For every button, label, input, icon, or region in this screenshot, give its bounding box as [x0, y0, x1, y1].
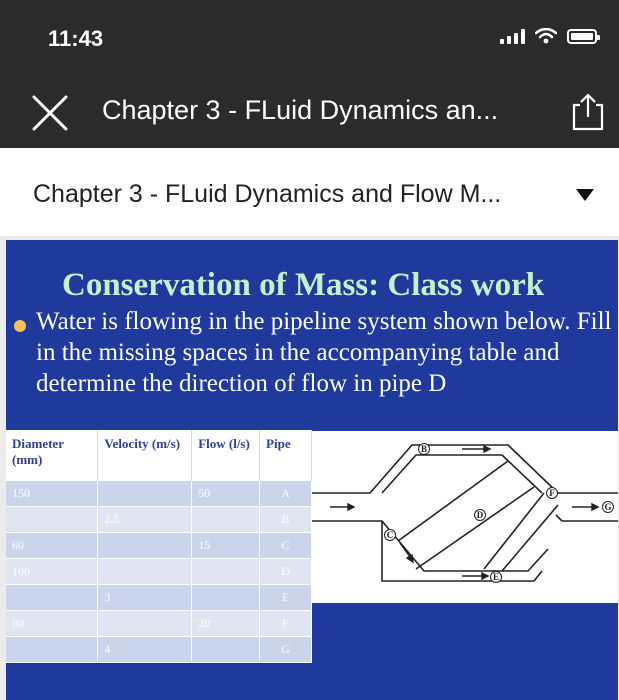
table-cell [6, 585, 98, 611]
table-cell: 60 [6, 533, 98, 559]
table-cell [192, 559, 260, 585]
table-row [6, 611, 312, 637]
wifi-icon [535, 28, 557, 44]
column-header: Diameter (mm) [6, 430, 98, 481]
table-cell: 80 [6, 611, 98, 637]
table-cell: 150 [6, 481, 98, 507]
signal-bars-icon [500, 28, 525, 44]
column-header: Velocity (m/s) [98, 430, 192, 481]
pipe-label-e: E [492, 572, 500, 582]
table-cell: 15 [192, 533, 260, 559]
table-header-row [6, 430, 312, 481]
status-bar [0, 0, 619, 78]
share-icon[interactable] [568, 91, 608, 133]
table-cell: C [260, 533, 312, 559]
table-cell: 2.5 [98, 507, 192, 533]
table-cell: F [260, 611, 312, 637]
pipe-label-d: D [476, 510, 484, 520]
column-header: Flow (l/s) [192, 430, 260, 481]
pipe-label-g: G [604, 502, 612, 512]
table-cell [192, 507, 260, 533]
slide-viewer[interactable] [0, 236, 619, 700]
table-row [6, 507, 312, 533]
table-cell: 3 [98, 585, 192, 611]
table-cell [192, 637, 260, 663]
pipe-label-f: F [549, 488, 555, 498]
triangle-down-icon[interactable] [575, 188, 595, 202]
table-cell: E [260, 585, 312, 611]
battery-icon [567, 29, 597, 44]
nav-title: Chapter 3 - FLuid Dynamics an... [102, 95, 499, 125]
pipe-label-c: C [386, 530, 394, 540]
slide-body-text: Water is flowing in the pipeline system shown below. Fill in the missing spaces in the accompanying table and determine the direction of flow in pipe D [36, 308, 612, 397]
table-row [6, 481, 312, 507]
slide [6, 240, 618, 700]
table-cell: 20 [192, 611, 260, 637]
slide-title: Conservation of Mass: Class work [62, 267, 545, 303]
pipe-network-diagram [312, 431, 618, 603]
close-icon[interactable] [30, 93, 70, 133]
pipe-data-table [6, 430, 312, 663]
document-bar [0, 148, 619, 237]
table-row [6, 559, 312, 585]
table-cell: 50 [192, 481, 260, 507]
table-cell [98, 533, 192, 559]
table-cell [6, 637, 98, 663]
pipe-label-b: B [420, 444, 428, 454]
table-cell: B [260, 507, 312, 533]
table-cell [6, 507, 98, 533]
table-cell [192, 585, 260, 611]
table-cell: G [260, 637, 312, 663]
status-time: 11:43 [48, 26, 104, 51]
table-row [6, 585, 312, 611]
table-cell [98, 559, 192, 585]
table-cell: D [260, 559, 312, 585]
document-title[interactable]: Chapter 3 - FLuid Dynamics and Flow M... [33, 180, 502, 208]
table-cell: A [260, 481, 312, 507]
table-cell: 4 [98, 637, 192, 663]
status-icons [500, 28, 597, 44]
column-header: Pipe [260, 430, 312, 481]
table-cell [98, 611, 192, 637]
table-cell [98, 481, 192, 507]
table-row [6, 533, 312, 559]
nav-bar [0, 78, 619, 148]
table-cell: 100 [6, 559, 98, 585]
table-row [6, 637, 312, 663]
bullet-point-icon [14, 320, 26, 332]
